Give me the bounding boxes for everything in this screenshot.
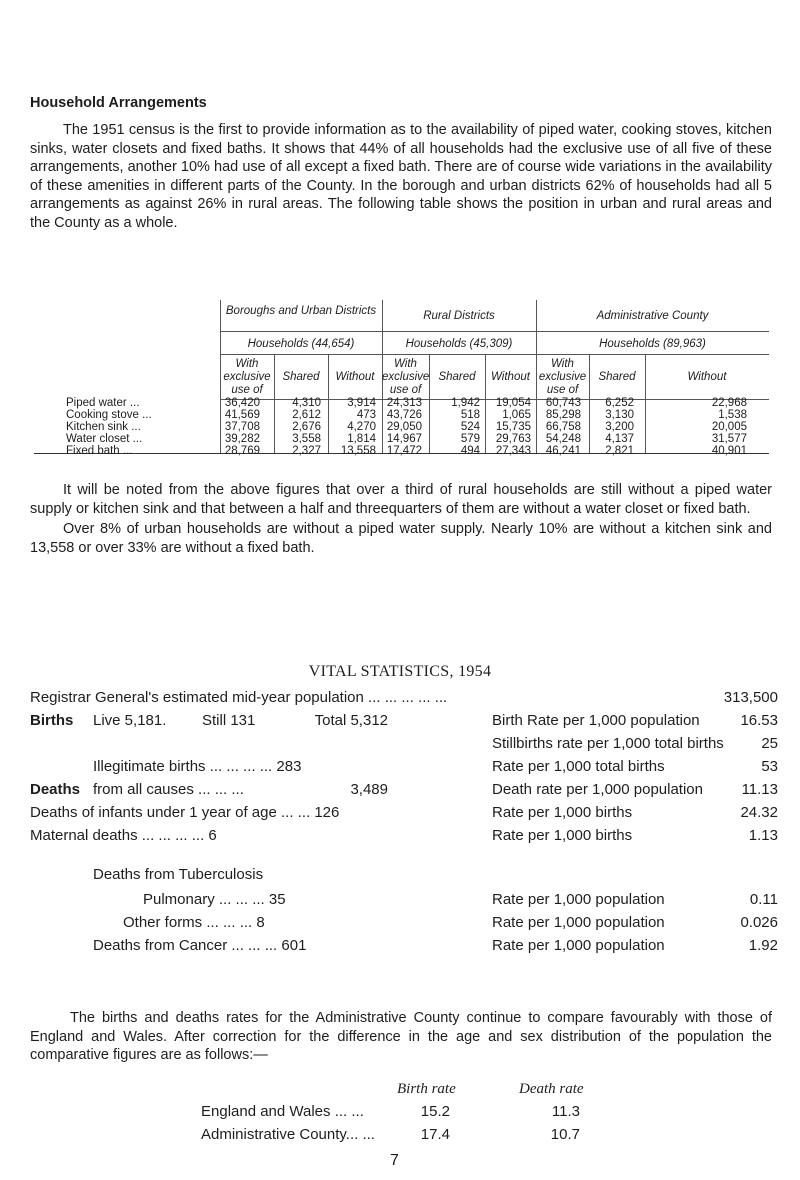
table-cell: 15,735 <box>495 421 531 433</box>
table-cell: 37,708 <box>224 421 260 433</box>
table-row-label: Cooking stove ... <box>66 409 152 421</box>
subhead-exclusive: With exclusive use of <box>223 358 271 396</box>
paragraph-urban-note: Over 8% of urban households are without a piped water supply. Nearly 10% are without a kitchen sink and 13,558 or over 33% are without a fixed bath. <box>30 521 772 556</box>
subhead-exclusive: With exclusive use of <box>382 358 430 396</box>
table-cell: 2,327 <box>292 445 321 457</box>
subhead-without: Without <box>335 371 375 383</box>
subhead-without: Without <box>687 371 727 383</box>
table-cell: 1,814 <box>347 433 376 445</box>
population-label: Registrar General's estimated mid-year population ... ... ... ... ... <box>30 689 448 706</box>
subhead-exclusive: With exclusive use of <box>538 358 587 396</box>
cancer-deaths: Deaths from Cancer ... ... ... 601 <box>93 937 307 954</box>
table-row-label: Water closet ... <box>66 433 143 445</box>
cancer-rate-label: Rate per 1,000 population <box>492 937 665 954</box>
cancer-rate-value: 1.92 <box>748 937 778 954</box>
pulmonary-rate-label: Rate per 1,000 population <box>492 891 665 908</box>
table-cell: 22,968 <box>711 397 747 409</box>
table-cell: 494 <box>460 445 480 457</box>
table-cell: 14,967 <box>386 433 422 445</box>
birth-rate-heading: Birth rate <box>397 1081 456 1097</box>
subhead-shared: Shared <box>282 371 320 383</box>
table-cell: 19,054 <box>495 397 531 409</box>
table-cell: 2,676 <box>292 421 321 433</box>
table-cell: 4,310 <box>292 397 321 409</box>
table-cell: 6,252 <box>605 397 634 409</box>
births-total: Total 5,312 <box>314 712 388 729</box>
table-cell: 66,758 <box>545 421 581 433</box>
table-cell: 85,298 <box>545 409 581 421</box>
maternal-deaths: Maternal deaths ... ... ... ... 6 <box>30 827 217 844</box>
illegitimate-rate-label: Rate per 1,000 total births <box>492 758 665 775</box>
table-cell: 518 <box>460 409 480 421</box>
group-header-county: Administrative County <box>596 310 709 322</box>
pulmonary-deaths: Pulmonary ... ... ... 35 <box>143 891 286 908</box>
table-row-label: Kitchen sink ... <box>66 421 141 433</box>
table-cell: 60,743 <box>545 397 581 409</box>
section-heading: Household Arrangements <box>30 95 207 111</box>
subhead-shared: Shared <box>598 371 636 383</box>
households-rural: Households (45,309) <box>405 338 513 350</box>
infant-deaths: Deaths of infants under 1 year of age ... ... 126 <box>30 804 340 821</box>
deaths-label: Deaths <box>30 781 81 798</box>
table-cell: 2,821 <box>605 445 634 457</box>
pulmonary-rate-value: 0.11 <box>749 891 778 908</box>
group-header-rural: Rural Districts <box>423 310 495 322</box>
table-cell: 3,558 <box>292 433 321 445</box>
table-cell: 3,200 <box>605 421 634 433</box>
comparison-paragraph: The births and deaths rates for the Administrative County continue to compare favourably with those of England and Wales. After correction for the difference in the age and sex distribution of the population the comparative figures are as follows:— <box>30 1010 772 1063</box>
households-urban: Households (44,654) <box>247 338 355 350</box>
table-cell: 43,726 <box>386 409 422 421</box>
table-cell: 524 <box>460 421 480 433</box>
comparison-birth-value: 17.4 <box>420 1126 450 1143</box>
subhead-shared: Shared <box>438 371 476 383</box>
table-cell: 3,914 <box>347 397 376 409</box>
comparison-death-value: 10.7 <box>550 1126 580 1143</box>
table-cell: 29,763 <box>495 433 531 445</box>
table-cell: 4,137 <box>605 433 634 445</box>
table-cell: 17,472 <box>386 445 422 457</box>
birth-rate-label: Birth Rate per 1,000 population <box>492 712 700 729</box>
vital-statistics-title: VITAL STATISTICS, 1954 <box>308 663 492 680</box>
comparison-birth-value: 15.2 <box>420 1103 450 1120</box>
table-cell: 27,343 <box>495 445 531 457</box>
table-cell: 20,005 <box>711 421 747 433</box>
table-cell: 36,420 <box>224 397 260 409</box>
infant-rate-label: Rate per 1,000 births <box>492 804 633 821</box>
comparison-death-value: 11.3 <box>551 1103 580 1120</box>
group-header-urban: Boroughs and Urban Districts <box>225 305 377 317</box>
birth-rate-value: 16.53 <box>740 712 778 729</box>
table-cell: 2,612 <box>292 409 321 421</box>
table-row-label: Piped water ... <box>66 397 140 409</box>
population-value: 313,500 <box>723 689 778 706</box>
table-cell: 4,270 <box>347 421 376 433</box>
table-cell: 31,577 <box>711 433 747 445</box>
table-cell: 28,769 <box>224 445 260 457</box>
births-still: Still 131 <box>202 712 256 729</box>
maternal-rate-value: 1.13 <box>748 827 778 844</box>
table-cell: 46,241 <box>545 445 581 457</box>
paragraph-rural-note: It will be noted from the above figures that over a third of rural households are still without a piped water supply or kitchen sink and that between a half and threequarters of them are without a water closet or fixed bath. <box>30 482 772 517</box>
comparison-row-label: England and Wales ... ... <box>201 1103 364 1120</box>
stillbirth-rate-value: 25 <box>761 735 778 752</box>
households-county: Households (89,963) <box>599 338 706 350</box>
household-table <box>34 300 769 457</box>
stillbirth-rate-label: Stillbirths rate per 1,000 total births <box>492 735 724 752</box>
illegitimate-births: Illegitimate births ... ... ... ... 283 <box>93 758 302 775</box>
table-cell: 54,248 <box>545 433 581 445</box>
table-cell: 579 <box>460 433 480 445</box>
other-forms-deaths: Other forms ... ... ... 8 <box>123 914 265 931</box>
table-cell: 1,942 <box>451 397 480 409</box>
page-number: 7 <box>390 1152 399 1169</box>
births-live: Live 5,181. <box>93 712 167 729</box>
death-rate-value: 11.13 <box>741 781 778 798</box>
table-cell: 40,901 <box>711 445 747 457</box>
comparison-row-label: Administrative County... ... <box>201 1126 375 1143</box>
table-cell: 13,558 <box>340 445 376 457</box>
table-cell: 1,538 <box>718 409 747 421</box>
table-cell: 29,050 <box>386 421 422 433</box>
other-forms-rate-label: Rate per 1,000 population <box>492 914 665 931</box>
tuberculosis-heading: Deaths from Tuberculosis <box>93 866 264 883</box>
table-row-label: Fixed bath ... <box>66 445 133 457</box>
other-forms-rate-value: 0.026 <box>740 914 778 931</box>
illegitimate-rate-value: 53 <box>761 758 778 775</box>
death-rate-label: Death rate per 1,000 population <box>492 781 703 798</box>
table-cell: 24,313 <box>386 397 422 409</box>
deaths-value: 3,489 <box>350 781 388 798</box>
maternal-rate-label: Rate per 1,000 births <box>492 827 633 844</box>
intro-paragraph: The 1951 census is the first to provide information as to the availability of piped water, cooking stoves, kitchen sinks, water closets and fixed baths. It shows that 44% of all households had the exclusive use of all five of these arrangements, another 10% had use of all except a fixed bath. There are of course wide variations in the availability of these amenities in different parts of the County. In the borough and urban districts 62% of households had all 5 arrangements as against 26% in rural areas. The following table shows the position in urban and rural areas and the County as a whole. <box>30 122 772 231</box>
deaths-from-all-causes: from all causes ... ... ... <box>93 781 244 798</box>
births-label: Births <box>30 712 74 729</box>
table-cell: 39,282 <box>224 433 260 445</box>
table-cell: 41,569 <box>224 409 260 421</box>
table-cell: 473 <box>356 409 376 421</box>
table-cell: 1,065 <box>502 409 531 421</box>
death-rate-heading: Death rate <box>519 1081 584 1097</box>
infant-rate-value: 24.32 <box>740 804 778 821</box>
subhead-without: Without <box>491 371 530 383</box>
table-cell: 3,130 <box>605 409 634 421</box>
